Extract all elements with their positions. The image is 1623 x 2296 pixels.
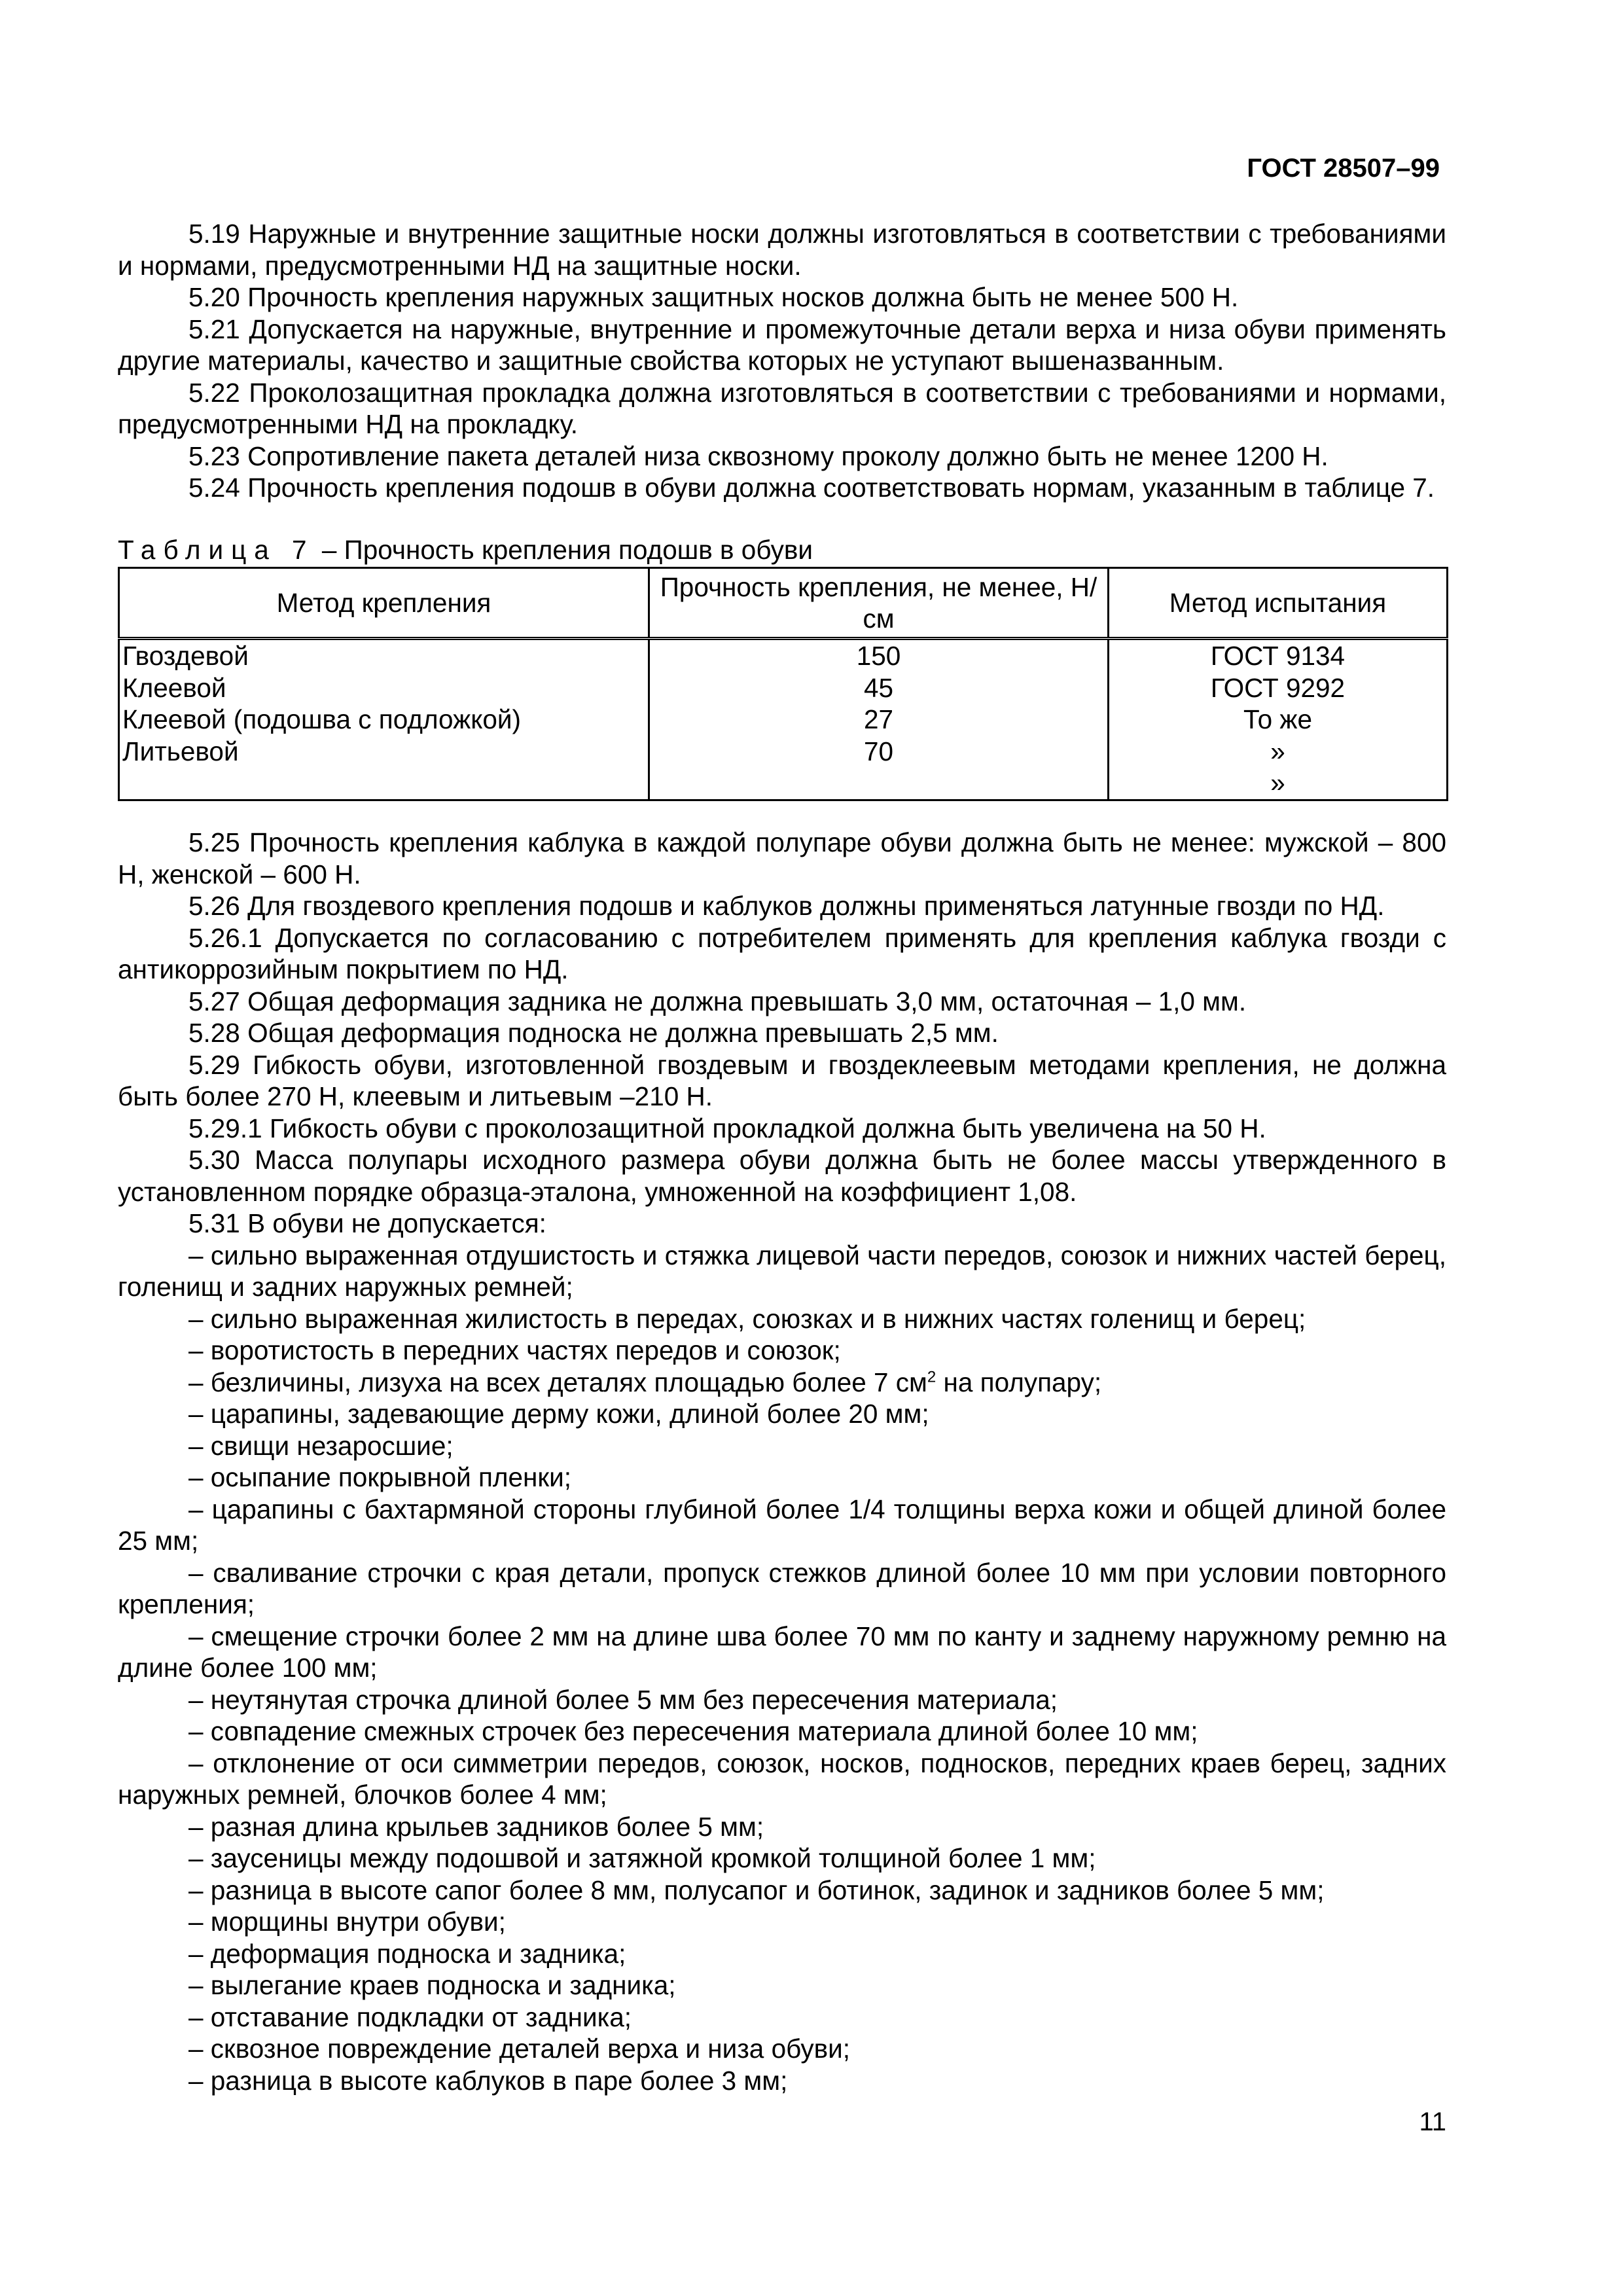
column-header-test-method: Метод испытания	[1109, 568, 1448, 639]
section-text-bottom	[118, 827, 1446, 2096]
column-header-method: Метод крепления	[119, 568, 649, 639]
table-cell-method: Гвоздевой Клеевой Клеевой (подошва с подложкой) Литьевой	[119, 639, 649, 800]
list-item: – сильно выраженная жилистость в передах, союзках и в нижних частях голенищ и берец;	[188, 1303, 1306, 1334]
paragraph: 5.22 Проколозащитная прокладка должна изготовляться в соответствии с требованиями и нормами, предусмотренными НД на прокладку.	[118, 377, 1446, 439]
paragraph: 5.24 Прочность крепления подошв в обуви должна соответствовать нормам, указанным в таблице 7.	[188, 473, 1435, 503]
paragraph: 5.29.1 Гибкость обуви с проколозащитной прокладкой должна быть увеличена на 50 Н.	[188, 1113, 1266, 1143]
table-cell-test-method: ГОСТ 9134 ГОСТ 9292 То же » »	[1109, 639, 1448, 800]
list-item: – свищи незаросшие;	[188, 1430, 454, 1461]
paragraph: 5.29 Гибкость обуви, изготовленной гвоздевым и гвоздеклеевым методами крепления, не должна быть более 270 Н, клеевым и литьевым –210 Н.	[118, 1049, 1446, 1111]
paragraph: 5.28 Общая деформация подноска не должна превышать 2,5 мм.	[188, 1018, 999, 1048]
list-item: – царапины с бахтармяной стороны глубиной более 1/4 толщины верха кожи и общей длиной более 25 мм;	[118, 1494, 1446, 1556]
table-row	[119, 639, 1448, 800]
paragraph: 5.23 Сопротивление пакета деталей низа сквозному проколу должно быть не менее 1200 Н.	[188, 440, 1329, 471]
document-code: ГОСТ 28507–99	[1247, 154, 1440, 183]
list-item: – отклонение от оси симметрии передов, союзок, носков, подносков, передних краев берец, задних наружных ремней, блочков более 4 мм;	[118, 1748, 1446, 1810]
paragraph: 5.21 Допускается на наружные, внутренние и промежуточные детали верха и низа обуви применять другие материалы, качество и защитные свойства которых не уступают вышеназванным.	[118, 314, 1446, 376]
list-item: – безличины, лизуха на всех деталях площадью более 7 $см^2$ на полупару;	[188, 1367, 1102, 1397]
table-header-row	[119, 568, 1448, 639]
list-item: – вылегание краев подноска и задника;	[188, 1970, 676, 2000]
paragraph: 5.26 Для гвоздевого крепления подошв и каблуков должны применяться латунные гвозди по НД.	[188, 891, 1385, 921]
paragraph: 5.26.1 Допускается по согласованию с потребителем применять для крепления каблука гвозди с антикоррозийным покрытием по НД.	[118, 922, 1446, 984]
list-item: – неутянутая строчка длиной более 5 мм без пересечения материала;	[188, 1684, 1058, 1715]
list-item: – деформация подноска и задника;	[188, 1938, 626, 1969]
paragraph: 5.31 В обуви не допускается:	[188, 1208, 546, 1238]
page-number: 11	[1419, 2108, 1446, 2136]
section-text-top	[118, 218, 1446, 504]
list-item: – сваливание строчки с края детали, пропуск стежков длиной более 10 мм при условии повторного крепления;	[118, 1557, 1446, 1619]
table-cell-strength: 150 45 27 70	[649, 639, 1109, 800]
list-item: – смещение строчки более 2 мм на длине шва более 70 мм по канту и заднему наружному ремню на длине более 100 мм;	[118, 1621, 1446, 1683]
table-caption-title: – Прочность крепления подошв в обуви	[321, 535, 813, 565]
list-item: – заусеницы между подошвой и затяжной кромкой толщиной более 1 мм;	[188, 1843, 1096, 1873]
list-item: – разная длина крыльев задников более 5 мм;	[188, 1811, 764, 1842]
paragraph: 5.19 Наружные и внутренние защитные носки должны изготовляться в соответствии с требованиями и нормами, предусмотренными НД на защитные носки.	[118, 219, 1446, 281]
list-item: – разница в высоте сапог более 8 мм, полусапог и ботинок, задинок и задников более 5 мм;	[188, 1874, 1325, 1905]
paragraph: 5.27 Общая деформация задника не должна превышать 3,0 мм, остаточная – 1,0 мм.	[188, 986, 1247, 1016]
table-caption	[118, 534, 813, 566]
list-item: – сквозное повреждение деталей верха и низа обуви;	[188, 2034, 851, 2064]
table-sole-attachment-strength	[118, 567, 1448, 801]
paragraph: 5.20 Прочность крепления наружных защитных носков должна быть не менее 500 Н.	[188, 282, 1239, 312]
list-item: – воротистость в передних частях передов и союзок;	[188, 1335, 841, 1365]
table-caption-label: Таблица 7	[118, 535, 315, 565]
list-item: – царапины, задевающие дерму кожи, длиной более 20 мм;	[188, 1399, 929, 1429]
column-header-strength: Прочность крепления, не менее, Н/см	[649, 568, 1109, 639]
list-item: – сильно выраженная отдушистость и стяжка лицевой части передов, союзок и нижних частей берец, голенищ и задних наружных ремней;	[118, 1240, 1446, 1302]
list-item: – отставание подкладки от задника;	[188, 2001, 632, 2032]
paragraph: 5.25 Прочность крепления каблука в каждой полупаре обуви должна быть не менее: мужской – 800 Н, женской – 600 Н.	[118, 827, 1446, 889]
list-item: – осыпание покрывной пленки;	[188, 1462, 572, 1492]
list-item: – морщины внутри обуви;	[188, 1907, 506, 1937]
paragraph: 5.30 Масса полупары исходного размера обуви должна быть не более массы утвержденного в установленном порядке образца-эталона, умноженной на коэффициент 1,08.	[118, 1145, 1446, 1207]
list-item: – совпадение смежных строчек без пересечения материала длиной более 10 мм;	[188, 1716, 1198, 1746]
list-item: – разница в высоте каблуков в паре более 3 мм;	[188, 2065, 788, 2096]
